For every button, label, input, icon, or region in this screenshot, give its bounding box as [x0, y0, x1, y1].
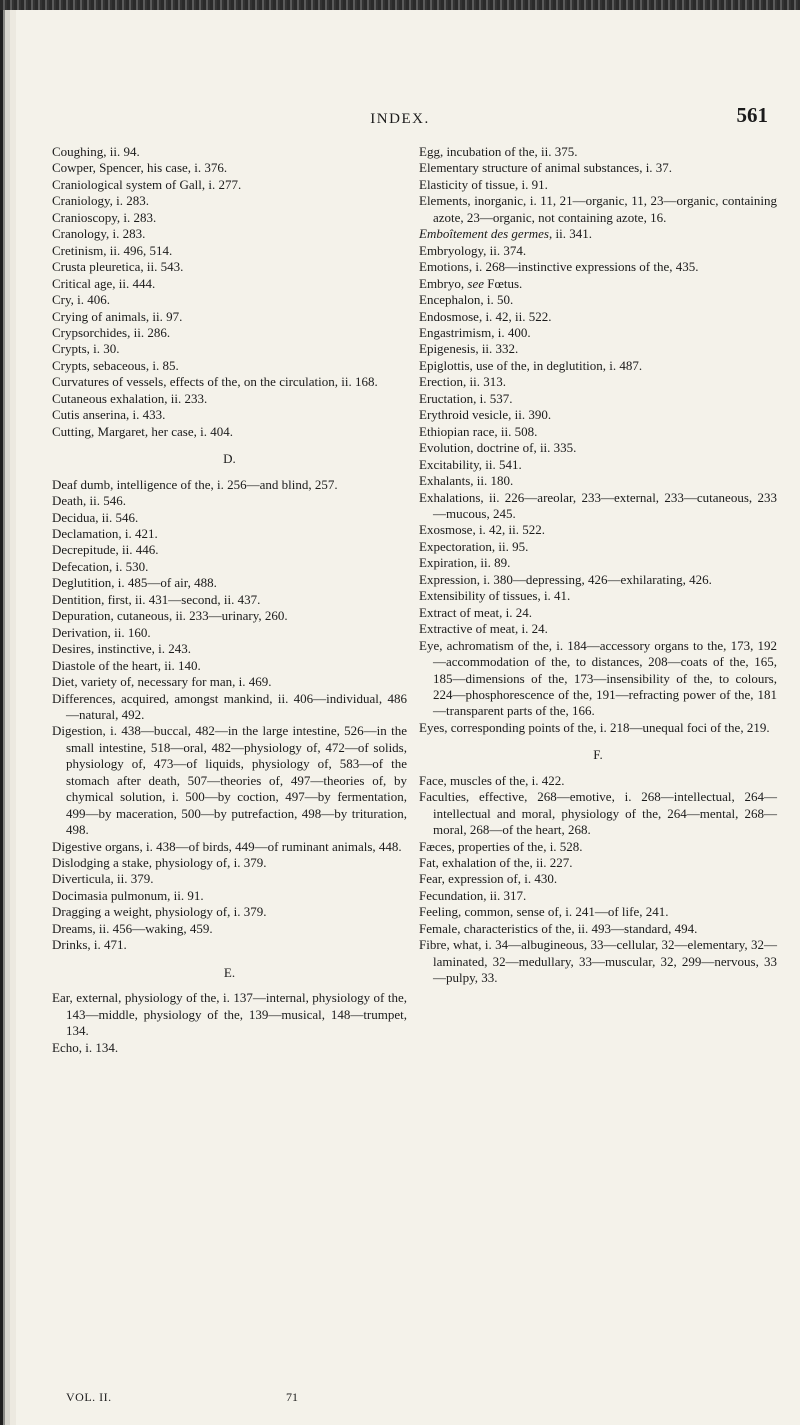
index-entry: Coughing, ii. 94. [52, 144, 140, 159]
index-entry: Curvatures of vessels, effects of the, on the circulation, ii. 168. [52, 374, 378, 390]
index-entry: Digestion, i. 438—buccal, 482—in the large intestine, 526—in the small intestine, 518—oral, 482—physiology of, 472—of solids, physiology of, 473—of liquids, physiology of, 583—of the stomach after death, 507—theories of, 497—theories of, by chymical solution, i. 500—by coction, 497—by fermentation, 499—by maceration, 500—by putrefaction, 498—by trituration, 498. [52, 723, 407, 838]
index-entry: Docimasia pulmonum, ii. 91. [52, 887, 204, 903]
index-entry: Drinks, i. 471. [52, 937, 127, 953]
index-entry: Elasticity of tissue, i. 91. [419, 176, 548, 192]
index-entry: Diastole of the heart, ii. 140. [52, 657, 201, 673]
index-entry: Extensibility of tissues, i. 41. [419, 588, 571, 604]
index-entry: Cutis anserina, i. 433. [52, 407, 166, 423]
index-entry: Diet, variety of, necessary for man, i. 469. [52, 674, 272, 690]
index-entry: Desires, instinctive, i. 243. [52, 641, 192, 657]
index-entry: Cutting, Margaret, her case, i. 404. [52, 423, 233, 439]
index-entry: Female, characteristics of the, ii. 493—standard, 494. [419, 920, 698, 936]
index-entry: Egg, incubation of the, ii. 375. [419, 144, 578, 159]
index-entry: Evolution, doctrine of, ii. 335. [419, 440, 577, 456]
index-entry: Decidua, ii. 546. [52, 509, 139, 525]
index-entry: Cranology, i. 283. [52, 226, 146, 242]
index-column-right [419, 144, 777, 987]
index-entry: Fat, exhalation of the, ii. 227. [419, 855, 573, 871]
index-entry: Crusta pleuretica, ii. 543. [52, 259, 184, 275]
index-entry: Exosmose, i. 42, ii. 522. [419, 522, 546, 538]
index-entry: Deaf dumb, intelligence of the, i. 256—and blind, 257. [52, 476, 338, 492]
index-entry: Deglutition, i. 485—of air, 488. [52, 575, 217, 591]
index-entry: Differences, acquired, amongst mankind, ii. 406—individual, 486—natural, 492. [52, 690, 407, 722]
index-entry: Eye, achromatism of the, i. 184—accessory organs to the, 173, 192—accommodation of the, to distances, 208—coats of the, 165, 185—dimensions of the, 173—insensibility of the, to colours, 224—phosphorescence of the, 191—refracting power of the, 181—transparent parts of the, 166. [419, 637, 777, 719]
index-entry: Ear, external, physiology of the, i. 137—internal, physiology of the, 143—middle, physiology of the, 139—musical, 148—trumpet, 134. [52, 990, 407, 1039]
index-entry: Engastrimism, i. 400. [419, 324, 531, 340]
index-entry: Dislodging a stake, physiology of, i. 379. [52, 855, 267, 871]
index-entry: Defecation, i. 530. [52, 558, 149, 574]
index-entry: Eyes, corresponding points of the, i. 218—unequal foci of the, 219. [419, 719, 770, 735]
italic-term: Emboîtement des germes [419, 226, 549, 242]
index-column-left [52, 144, 407, 1056]
index-entry: Faculties, effective, 268—emotive, i. 268—intellectual, 264—intellectual and moral, physiology of the, 264—mental, 268—moral, 268—of the heart, 268. [419, 789, 777, 838]
index-entry: Expectoration, ii. 95. [419, 538, 529, 554]
index-entry: Dreams, ii. 456—waking, 459. [52, 920, 213, 936]
index-entry: Extract of meat, i. 24. [419, 604, 532, 620]
index-entry: Fibre, what, i. 34—albugineous, 33—cellular, 32—elementary, 32—laminated, 32—medullary, 33—muscular, 32, 299—nervous, 33—pulpy, 33. [419, 937, 777, 986]
index-entry: Decrepitude, ii. 446. [52, 542, 159, 558]
index-entry: Dentition, first, ii. 431—second, ii. 437. [52, 591, 261, 607]
index-entry: Elements, inorganic, i. 11, 21—organic, 11, 23—organic, containing azote, 23—organic, not containing azote, 16. [419, 193, 777, 225]
index-entry: Crypts, i. 30. [52, 341, 120, 357]
index-entry: Cowper, Spencer, his case, i. 376. [52, 160, 228, 176]
index-entry: Depuration, cutaneous, ii. 233—urinary, 260. [52, 608, 288, 624]
index-entry: Dragging a weight, physiology of, i. 379. [52, 904, 267, 920]
index-entry: Emotions, i. 268—instinctive expressions of the, 435. [419, 259, 699, 275]
index-entry: Cutaneous exhalation, ii. 233. [52, 390, 208, 406]
index-entry: Craniology, i. 283. [52, 193, 150, 209]
page-footer [52, 1390, 407, 1408]
page-number: 561 [736, 103, 768, 127]
index-entry: Feeling, common, sense of, i. 241—of life, 241. [419, 904, 669, 920]
index-entry: Declamation, i. 421. [52, 525, 158, 541]
index-entry: Ethiopian race, ii. 508. [419, 423, 538, 439]
index-entry: Cranioscopy, i. 283. [52, 209, 157, 225]
index-entry: Fear, expression of, i. 430. [419, 871, 558, 887]
index-entry: Cry, i. 406. [52, 292, 111, 308]
index-entry: Elementary structure of animal substances, i. 37. [419, 160, 673, 176]
index-entry: Embryology, ii. 374. [419, 242, 527, 258]
index-entry: Erection, ii. 313. [419, 374, 507, 390]
index-entry: Diverticula, ii. 379. [52, 871, 154, 887]
index-entry: Excitability, ii. 541. [419, 456, 522, 472]
index-entry: Exhalants, ii. 180. [419, 473, 514, 489]
index-entry: Fæces, properties of the, i. 528. [419, 838, 583, 854]
index-entry: Epigenesis, ii. 332. [419, 341, 519, 357]
binding-gutter [0, 10, 16, 1425]
signature-folio: 71 [286, 1390, 298, 1404]
index-entry: Crypts, sebaceous, i. 85. [52, 357, 179, 373]
index-entry: Cretinism, ii. 496, 514. [52, 242, 173, 258]
index-entry: Embryo, see Fœtus. [419, 275, 523, 291]
index-entry: Crying of animals, ii. 97. [52, 308, 183, 324]
index-entry: Extractive of meat, i. 24. [419, 621, 548, 637]
page-top-edge [0, 0, 800, 10]
index-entry: Death, ii. 546. [52, 493, 127, 509]
index-entry: Face, muscles of the, i. 422. [419, 772, 565, 788]
index-entry: Emboîtement des germes, ii. 341. [419, 226, 592, 242]
index-entry: Eructation, i. 537. [419, 390, 513, 406]
running-title: INDEX. [370, 111, 430, 127]
index-entry: Endosmose, i. 42, ii. 522. [419, 308, 552, 324]
running-header [0, 103, 800, 133]
italic-term: see [467, 275, 484, 291]
index-entry: Digestive organs, i. 438—of birds, 449—of ruminant animals, 448. [52, 838, 402, 854]
index-entry: Derivation, ii. 160. [52, 624, 151, 640]
index-entry: Critical age, ii. 444. [52, 275, 156, 291]
section-heading: D. [223, 451, 236, 467]
index-entry: Expiration, ii. 89. [419, 555, 511, 571]
index-entry: Exhalations, ii. 226—areolar, 233—external, 233—cutaneous, 233—mucous, 245. [419, 489, 777, 521]
index-entry: Erythroid vesicle, ii. 390. [419, 407, 552, 423]
section-heading: F. [593, 747, 603, 763]
index-entry: Craniological system of Gall, i. 277. [52, 176, 242, 192]
index-entry: Echo, i. 134. [52, 1039, 119, 1055]
section-heading: E. [223, 964, 236, 980]
index-entry: Crypsorchides, ii. 286. [52, 324, 171, 340]
index-entry: Fecundation, ii. 317. [419, 887, 527, 903]
index-entry: Epiglottis, use of the, in deglutition, i. 487. [419, 357, 643, 373]
index-entry: Expression, i. 380—depressing, 426—exhilarating, 426. [419, 571, 712, 587]
index-entry: Encephalon, i. 50. [419, 292, 514, 308]
volume-signature: VOL. II. [66, 1390, 112, 1404]
